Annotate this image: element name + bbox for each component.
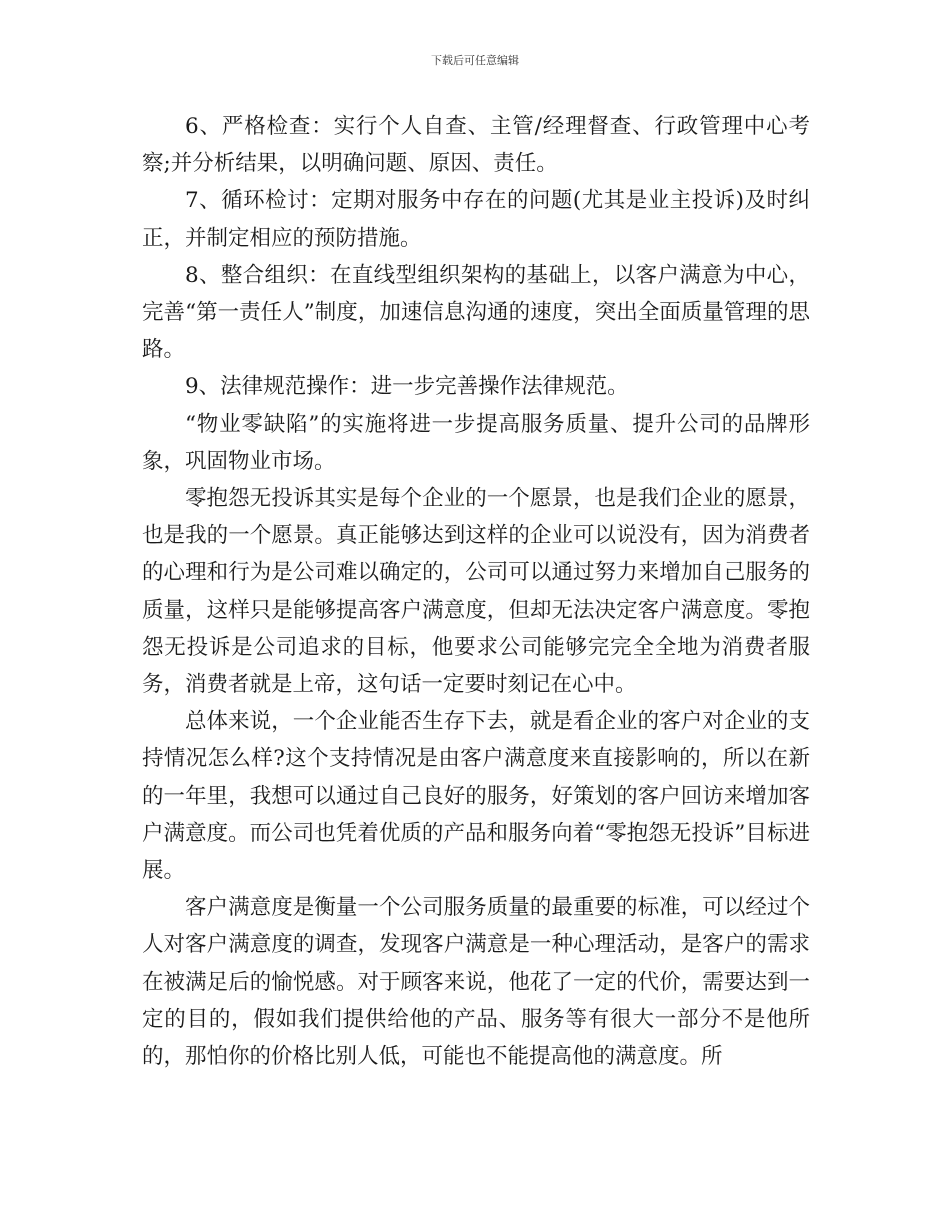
paragraph-overall-summary: 总体来说，一个企业能否生存下去，就是看企业的客户对企业的支持情况怎么样?这个支持情况是由客户满意度来直接影响的，所以在新的一年里，我想可以通过自己良好的服务，好策划的客户回访来增加客户满意度。而公司也凭着优质的产品和服务向着“零抱怨无投诉”目标进展。: [142, 709, 810, 884]
page-header-note: 下载后可任意编辑: [431, 54, 519, 67]
paragraph-zero-complaint-vision: 零抱怨无投诉其实是每个企业的一个愿景，也是我们企业的愿景，也是我的一个愿景。真正能够达到这样的企业可以说没有，因为消费者的心理和行为是公司难以确定的，公司可以通过努力来增加自己服务的质量，这样只是能够提高客户满意度，但却无法决定客户满意度。零抱怨无投诉是公司追求的目标，他要求公司能够完完全全地为消费者服务，消费者就是上帝，这句话一定要时刻记在心中。: [142, 486, 810, 698]
paragraph-cycle-review: 7、循环检讨：定期对服务中存在的问题(尤其是业主投诉)及时纠正，并制定相应的预防措施。: [142, 188, 810, 251]
paragraph-zero-defect: “物业零缺陷”的实施将进一步提高服务质量、提升公司的品牌形象，巩固物业市场。: [142, 411, 810, 474]
document-body: [142, 108, 810, 1075]
paragraph-strict-inspection: 6、严格检查：实行个人自查、主管/经理督查、行政管理中心考察;并分析结果，以明确问题、原因、责任。: [142, 114, 810, 177]
paragraph-legal-operation: 9、法律规范操作：进一步完善操作法律规范。: [185, 374, 629, 400]
paragraph-integrate-organization: 8、整合组织：在直线型组织架构的基础上，以客户满意为中心，完善“第一责任人”制度，加速信息沟通的速度，突出全面质量管理的思路。: [142, 262, 810, 363]
paragraph-customer-satisfaction: 客户满意度是衡量一个公司服务质量的最重要的标准，可以经过个人对客户满意度的调查，发现客户满意是一种心理活动，是客户的需求在被满足后的愉悦感。对于顾客来说，他花了一定的代价，需要达到一定的目的，假如我们提供给他的产品、服务等有很大一部分不是他所的，那怕你的价格比别人低，可能也不能提高他的满意度。所: [142, 895, 810, 1070]
